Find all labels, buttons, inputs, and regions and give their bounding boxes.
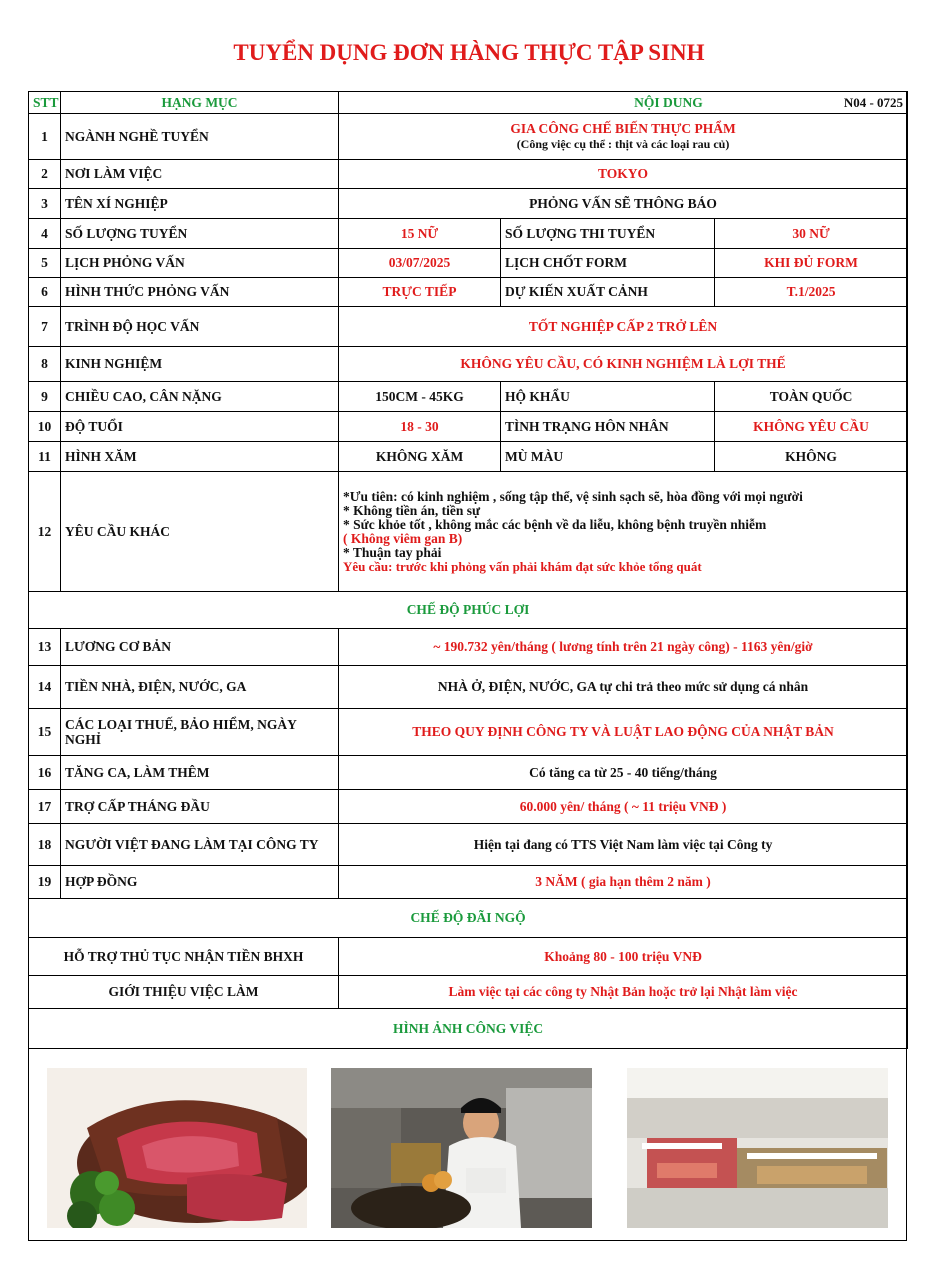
row-value: TOKYO [339, 160, 908, 189]
row-value: KHÔNG YÊU CẦU, CÓ KINH NGHIỆM LÀ LỢI THẾ [339, 347, 908, 382]
row-number: 5 [29, 249, 61, 278]
kitchen-worker-photo [331, 1068, 592, 1228]
row-value: THEO QUY ĐỊNH CÔNG TY VÀ LUẬT LAO ĐỘNG CỦA NHẬT BẢN [339, 709, 908, 756]
requirement-line: *Ưu tiên: có kinh nghiệm , sống tập thể, vệ sinh sạch sẽ, hòa đồng với mọi người [343, 488, 803, 504]
table-row [29, 938, 908, 976]
requirement-line: ( Không viêm gan B) [343, 530, 463, 546]
row-value-2: T.1/2025 [715, 278, 908, 307]
table-row [29, 189, 908, 219]
table-row [29, 249, 908, 278]
row-value: 60.000 yên/ tháng ( ~ 11 triệu VNĐ ) [339, 790, 908, 824]
row-value: 03/07/2025 [339, 249, 501, 278]
row-value: TRỰC TIẾP [339, 278, 501, 307]
row-number: 11 [29, 442, 61, 472]
other-requirements [339, 472, 908, 592]
row-value: NHÀ Ở, ĐIỆN, NƯỚC, GA tự chi trả theo mức sử dụng cá nhân [339, 666, 908, 709]
row-number: 8 [29, 347, 61, 382]
section-row [29, 1009, 908, 1049]
row-label: TÊN XÍ NGHIỆP [61, 189, 339, 219]
row-label: TIỀN NHÀ, ĐIỆN, NƯỚC, GA [61, 666, 339, 709]
benefit-label: HỖ TRỢ THỦ TỤC NHẬN TIỀN BHXH [29, 938, 339, 976]
row-value-2: TOÀN QUỐC [715, 382, 908, 412]
table-row [29, 347, 908, 382]
job-field: GIA CÔNG CHẾ BIẾN THỰC PHẨM [510, 121, 736, 136]
row-value: PHỎNG VẤN SẼ THÔNG BÁO [339, 189, 908, 219]
table-row [29, 709, 908, 756]
row-number: 10 [29, 412, 61, 442]
table-row [29, 160, 908, 189]
row-label: YÊU CẦU KHÁC [61, 472, 339, 592]
header-content [339, 92, 908, 114]
table-row [29, 824, 908, 866]
table-row [29, 219, 908, 249]
row-label: HỢP ĐỒNG [61, 866, 339, 899]
roast-beef-photo [47, 1068, 307, 1228]
row-value: 18 - 30 [339, 412, 501, 442]
row-number: 6 [29, 278, 61, 307]
row-label: NGÀNH NGHỀ TUYỂN [61, 114, 339, 160]
section-row [29, 592, 908, 629]
recruitment-table [28, 91, 907, 1241]
row-value: TỐT NGHIỆP CẤP 2 TRỞ LÊN [339, 307, 908, 347]
section-welfare: CHẾ ĐỘ PHÚC LỢI [29, 592, 908, 629]
row-value: KHÔNG XĂM [339, 442, 501, 472]
row-number: 14 [29, 666, 61, 709]
header-stt: STT [29, 92, 61, 114]
row-number: 1 [29, 114, 61, 160]
work-photos [29, 1062, 906, 1242]
requirement-line: * Sức khỏe tốt , không mắc các bệnh về da liễu, không bệnh truyền nhiễm [343, 516, 767, 532]
row-label: TĂNG CA, LÀM THÊM [61, 756, 339, 790]
row-value: Hiện tại đang có TTS Việt Nam làm việc tại Công ty [339, 824, 908, 866]
table-row [29, 976, 908, 1009]
row-label: TRỢ CẤP THÁNG ĐẦU [61, 790, 339, 824]
row-label: NGƯỜI VIỆT ĐANG LÀM TẠI CÔNG TY [61, 824, 339, 866]
row-number: 13 [29, 629, 61, 666]
table-row [29, 629, 908, 666]
table-header [29, 92, 908, 114]
row-label-2: LỊCH CHỐT FORM [501, 249, 715, 278]
table-row [29, 472, 908, 592]
row-number: 9 [29, 382, 61, 412]
requirement-line: * Không tiền án, tiền sự [343, 502, 481, 518]
row-label: ĐỘ TUỔI [61, 412, 339, 442]
section-images: HÌNH ẢNH CÔNG VIỆC [29, 1009, 908, 1049]
requirement-line: Yêu cầu: trước khi phỏng vấn phải khám đạt sức khỏe tổng quát [343, 558, 702, 574]
row-number: 12 [29, 472, 61, 592]
row-label: CÁC LOẠI THUẾ, BẢO HIỂM, NGÀY NGHỈ [61, 709, 339, 756]
table-row [29, 866, 908, 899]
row-number: 16 [29, 756, 61, 790]
table-row [29, 278, 908, 307]
row-value: 15 NỮ [339, 219, 501, 249]
header-content-label: NỘI DUNG [634, 94, 703, 110]
row-number: 15 [29, 709, 61, 756]
row-label-2: MÙ MÀU [501, 442, 715, 472]
row-number: 17 [29, 790, 61, 824]
requirement-line: * Thuận tay phải [343, 544, 442, 560]
table-row [29, 756, 908, 790]
table-row [29, 442, 908, 472]
row-value: Có tăng ca từ 25 - 40 tiếng/tháng [339, 756, 908, 790]
row-number: 3 [29, 189, 61, 219]
row-label-2: DỰ KIẾN XUẤT CẢNH [501, 278, 715, 307]
row-number: 2 [29, 160, 61, 189]
row-value: ~ 190.732 yên/tháng ( lương tính trên 21 ngày công) - 1163 yên/giờ [339, 629, 908, 666]
row-number: 18 [29, 824, 61, 866]
benefit-value: Làm việc tại các công ty Nhật Bản hoặc trở lại Nhật làm việc [339, 976, 908, 1009]
row-label-2: SỐ LƯỢNG THI TUYỂN [501, 219, 715, 249]
job-detail: (Công việc cụ thể : thịt và các loại rau củ) [516, 137, 730, 151]
benefit-value: Khoảng 80 - 100 triệu VNĐ [339, 938, 908, 976]
table-row [29, 666, 908, 709]
row-value: 150CM - 45KG [339, 382, 501, 412]
table-row [29, 114, 908, 160]
table-row [29, 412, 908, 442]
table-row [29, 307, 908, 347]
header-category: HẠNG MỤC [61, 92, 339, 114]
row-value-2: KHÔNG [715, 442, 908, 472]
table-row [29, 382, 908, 412]
row-number: 7 [29, 307, 61, 347]
order-code: N04 - 0725 [843, 94, 904, 110]
row-label: HÌNH THỨC PHỎNG VẤN [61, 278, 339, 307]
section-row [29, 899, 908, 938]
row-label: TRÌNH ĐỘ HỌC VẤN [61, 307, 339, 347]
row-value [339, 114, 908, 160]
row-label-2: HỘ KHẨU [501, 382, 715, 412]
row-value-2: 30 NỮ [715, 219, 908, 249]
row-label: LỊCH PHỎNG VẤN [61, 249, 339, 278]
row-value: 3 NĂM ( gia hạn thêm 2 năm ) [339, 866, 908, 899]
row-label: SỐ LƯỢNG TUYỂN [61, 219, 339, 249]
row-number: 4 [29, 219, 61, 249]
row-value-2: KHI ĐỦ FORM [715, 249, 908, 278]
row-label: CHIỀU CAO, CÂN NẶNG [61, 382, 339, 412]
row-number: 19 [29, 866, 61, 899]
row-label: NƠI LÀM VIỆC [61, 160, 339, 189]
supermarket-photo [627, 1068, 888, 1228]
benefit-label: GIỚI THIỆU VIỆC LÀM [29, 976, 339, 1009]
row-label: KINH NGHIỆM [61, 347, 339, 382]
row-value-2: KHÔNG YÊU CẦU [715, 412, 908, 442]
page-title: TUYỂN DỤNG ĐƠN HÀNG THỰC TẬP SINH [233, 40, 705, 65]
table-row [29, 790, 908, 824]
row-label-2: TÌNH TRẠNG HÔN NHÂN [501, 412, 715, 442]
row-label: LƯƠNG CƠ BẢN [61, 629, 339, 666]
row-label: HÌNH XĂM [61, 442, 339, 472]
section-benefits: CHẾ ĐỘ ĐÃI NGỘ [29, 899, 908, 938]
